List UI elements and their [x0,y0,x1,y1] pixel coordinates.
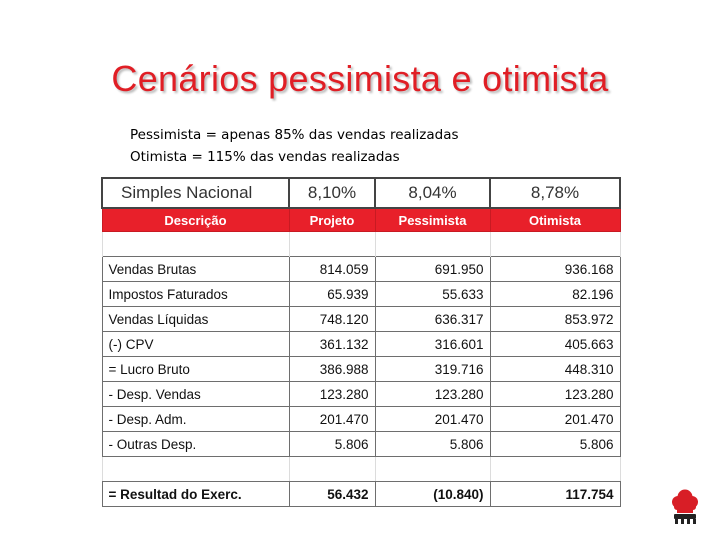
col-header-pessimista: Pessimista [375,208,490,232]
result-label: = Resultad do Exerc. [102,482,289,507]
note-pessimista: Pessimista = apenas 85% das vendas realizadas [130,127,459,143]
cell-projeto: 201.470 [289,407,375,432]
cell-otimista: 853.972 [490,307,620,332]
cell-projeto: 123.280 [289,382,375,407]
col-header-otimista: Otimista [490,208,620,232]
cell-projeto: 386.988 [289,357,375,382]
table-row [102,382,620,407]
row-label: Impostos Faturados [102,282,289,307]
cell-otimista: 82.196 [490,282,620,307]
note-otimista: Otimista = 115% das vendas realizadas [130,149,400,165]
page-title: Cenários pessimista e otimista [111,58,609,99]
cell-projeto: 361.132 [289,332,375,357]
cloud-gear-logo-icon [668,488,702,528]
row-label: Vendas Líquidas [102,307,289,332]
cell-pessimista: 123.280 [375,382,490,407]
row-label: - Outras Desp. [102,432,289,457]
header-row [102,208,620,232]
rate-otimista: 8,78% [490,178,620,208]
table-row [102,432,620,457]
cell-projeto: 814.059 [289,257,375,282]
row-label: - Desp. Vendas [102,382,289,407]
rate-projeto: 8,10% [289,178,375,208]
cell-pessimista: 319.716 [375,357,490,382]
cell-pessimista: 691.950 [375,257,490,282]
scenario-notes [130,124,459,168]
spacer-row [102,457,620,482]
result-pessimista: (10.840) [375,482,490,507]
cell-pessimista: 201.470 [375,407,490,432]
cell-projeto: 5.806 [289,432,375,457]
cell-otimista: 448.310 [490,357,620,382]
row-label: (-) CPV [102,332,289,357]
table-row [102,282,620,307]
cell-pessimista: 5.806 [375,432,490,457]
cell-otimista: 936.168 [490,257,620,282]
cell-pessimista: 316.601 [375,332,490,357]
cell-pessimista: 636.317 [375,307,490,332]
result-otimista: 117.754 [490,482,620,507]
cell-otimista: 123.280 [490,382,620,407]
scenario-table [101,177,621,507]
cell-otimista: 5.806 [490,432,620,457]
table-row [102,257,620,282]
table-row [102,332,620,357]
cell-otimista: 201.470 [490,407,620,432]
table-row [102,407,620,432]
row-label: Vendas Brutas [102,257,289,282]
result-row [102,482,620,507]
table-row [102,357,620,382]
cell-pessimista: 55.633 [375,282,490,307]
cell-otimista: 405.663 [490,332,620,357]
row-label: = Lucro Bruto [102,357,289,382]
result-projeto: 56.432 [289,482,375,507]
tax-rate-row [102,178,620,208]
table-row [102,307,620,332]
cell-projeto: 748.120 [289,307,375,332]
col-header-projeto: Projeto [289,208,375,232]
col-header-descricao: Descrição [102,208,289,232]
regime-label: Simples Nacional [102,178,289,208]
row-label: - Desp. Adm. [102,407,289,432]
spacer-row [102,232,620,257]
rate-pessimista: 8,04% [375,178,490,208]
cell-projeto: 65.939 [289,282,375,307]
